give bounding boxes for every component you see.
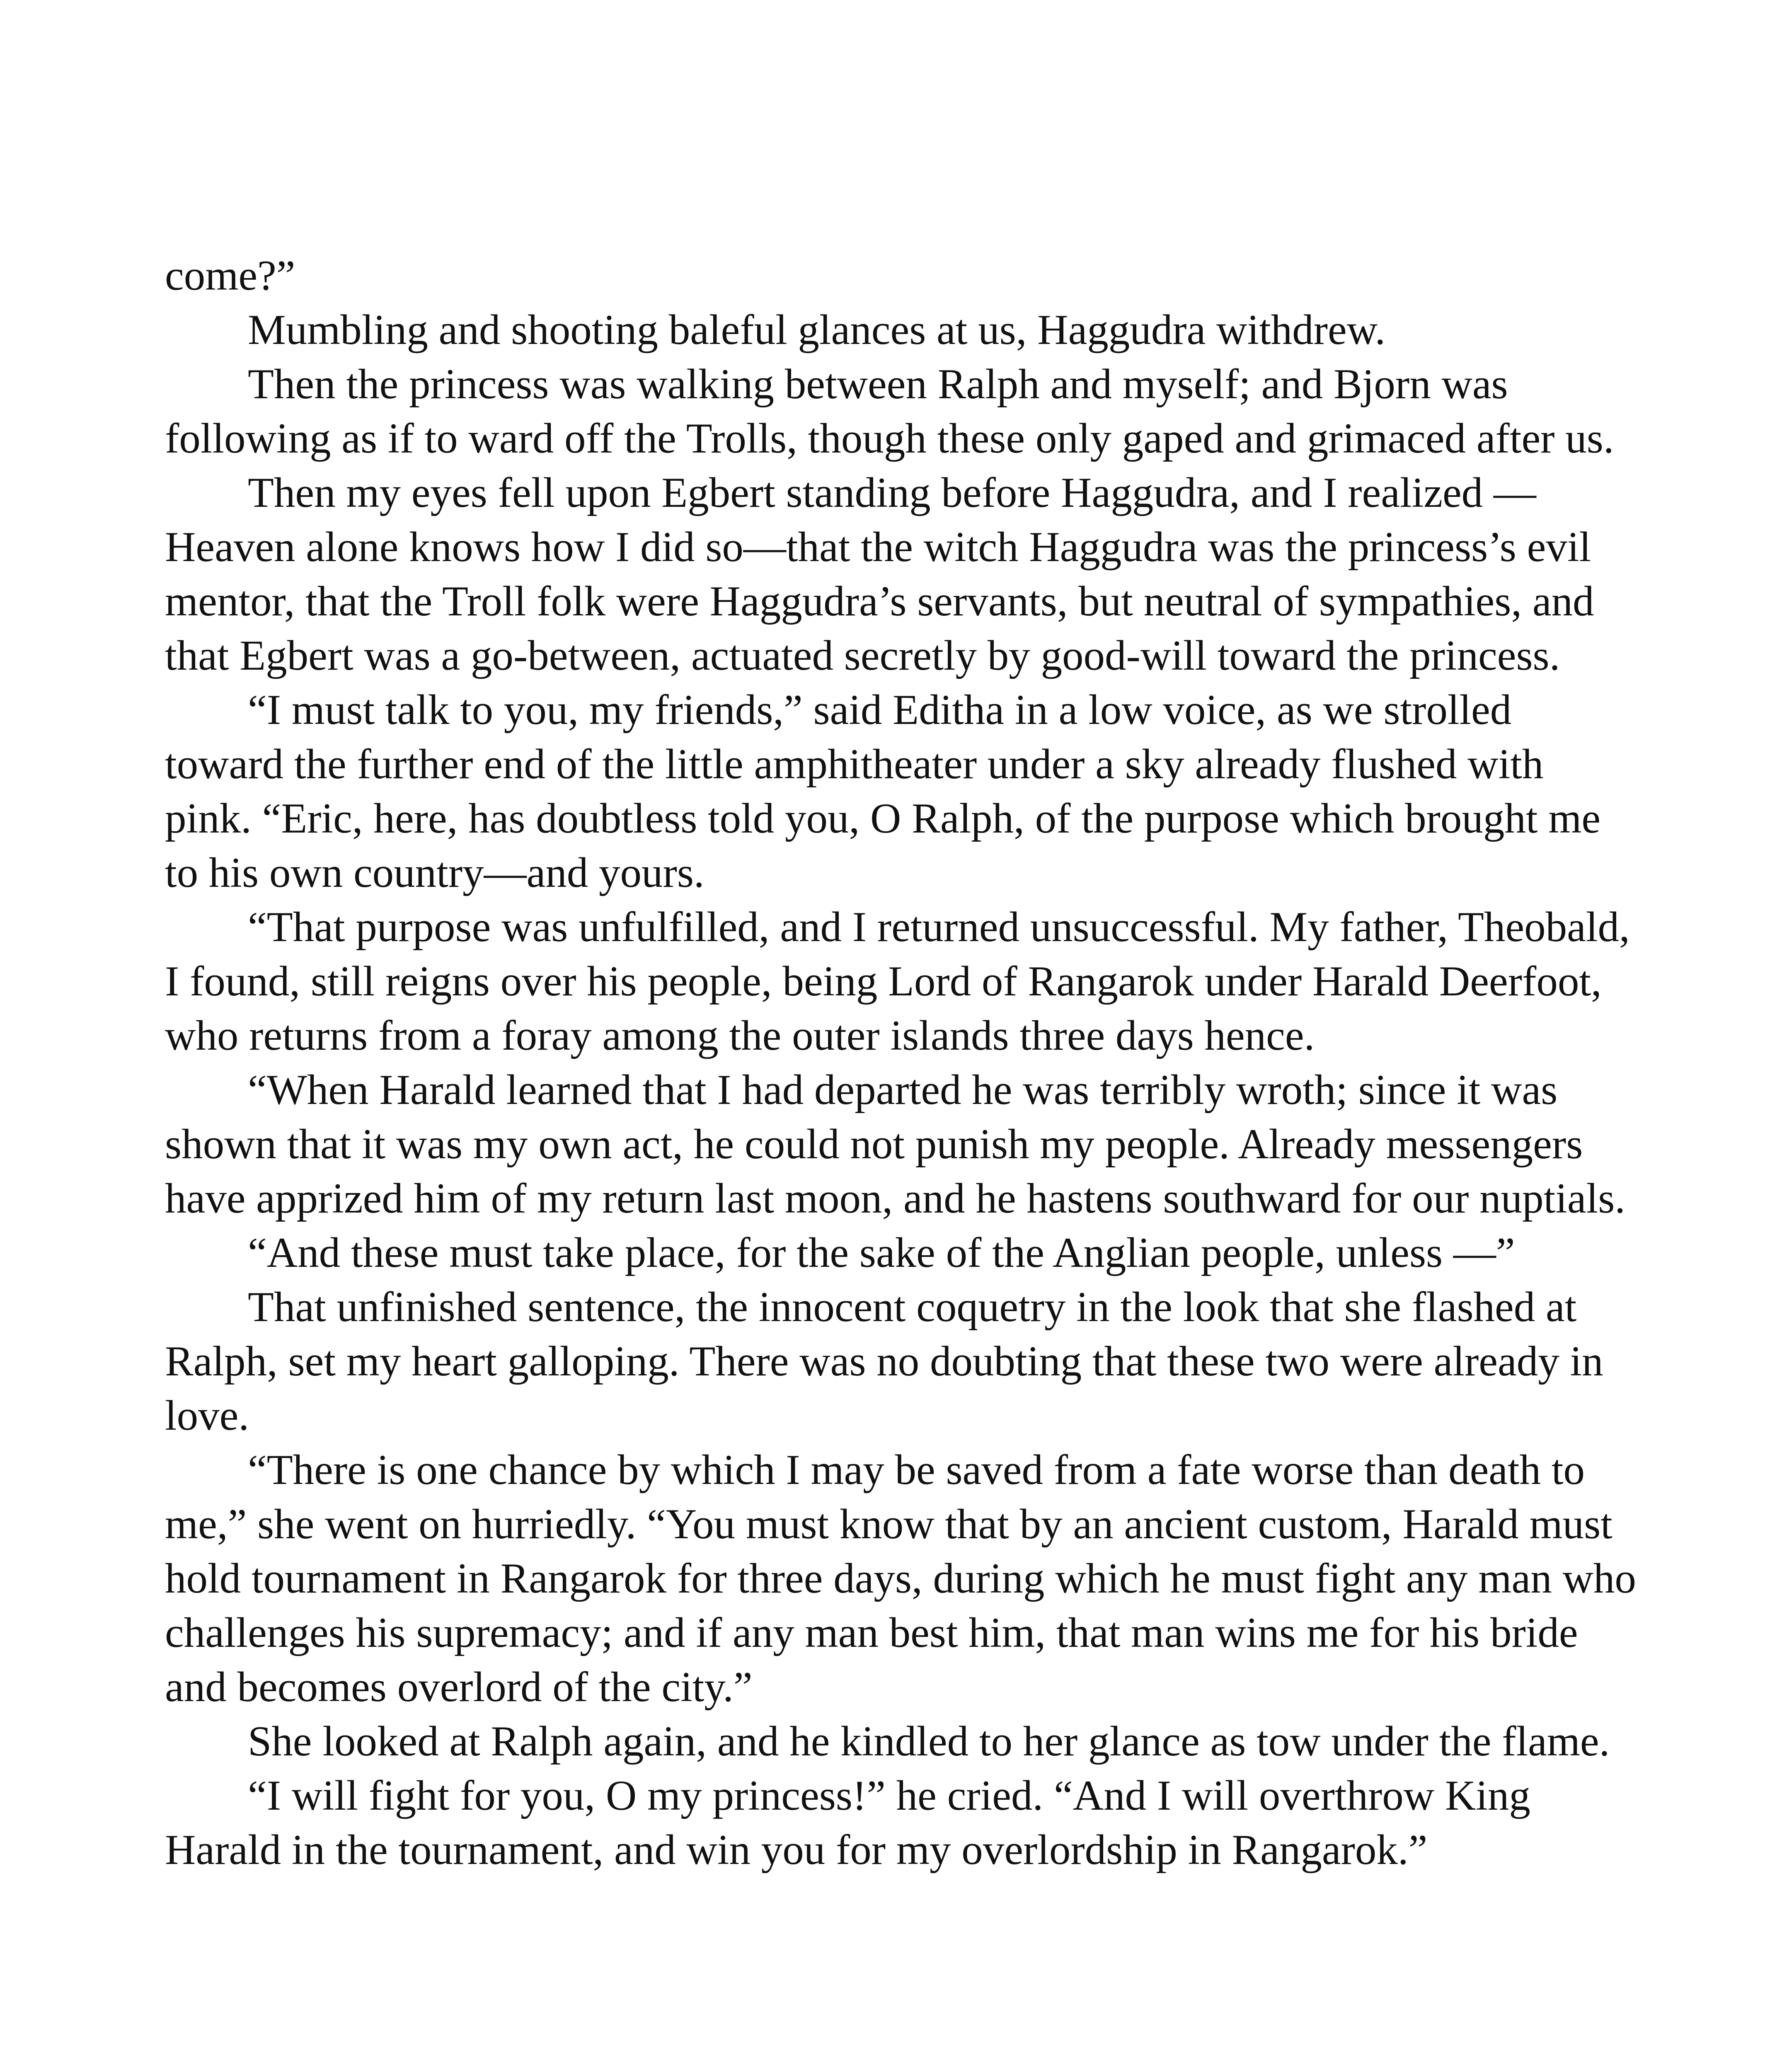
paragraph: Then my eyes fell upon Egbert standing before Haggudra, and I realized —Heaven alone knows how I did so—that the witch Haggudra was the princess’s evil mentor, that the Troll folk were Haggudra’s servants, but neutral of sympathies, and that Egbert was a go-between, actuated secretly by good-will toward the princess. (165, 469, 1594, 679)
paragraph: “That purpose was unfulfilled, and I returned unsuccessful. My father, Theobald, I found, still reigns over his people, being Lord of Rangarok under Harald Deerfoot, who returns from a foray among the outer islands three days hence. (165, 903, 1630, 1059)
paragraph-continuation: come?” (165, 252, 295, 299)
paragraph: Then the princess was walking between Ralph and myself; and Bjorn was following as if to ward off the Trolls, though these only gaped and grimaced after us. (165, 361, 1614, 462)
paragraph: That unfinished sentence, the innocent coquetry in the look that she flashed at Ralph, set my heart galloping. There was no doubting that these two were already in love. (165, 1283, 1603, 1439)
paragraph: “When Harald learned that I had departed he was terribly wroth; since it was shown that it was my own act, he could not punish my people. Already messengers have apprized him of my return last moon, and he hastens southward for our nuptials. (165, 1066, 1626, 1222)
paragraph: Mumbling and shooting baleful glances at us, Haggudra withdrew. (248, 306, 1386, 353)
paragraph: “And these must take place, for the sake of the Anglian people, unless —” (248, 1229, 1515, 1276)
body-text (165, 249, 1640, 1877)
paragraph: She looked at Ralph again, and he kindled to her glance as tow under the flame. (248, 1718, 1610, 1765)
paragraph: “I must talk to you, my friends,” said Editha in a low voice, as we strolled toward the further end of the little amphitheater under a sky already flushed with pink. “Eric, here, has doubtless told you, O Ralph, of the purpose which brought me to his own country—and yours. (165, 686, 1601, 896)
paragraph: “There is one chance by which I may be saved from a fate worse than death to me,” she went on hurriedly. “You must know that by an ancient custom, Harald must hold tournament in Rangarok for three days, during which he must fight any man who challenges his supremacy; and if any man best him, that man wins me for his bride and becomes overlord of the city.” (165, 1446, 1636, 1711)
paragraph: “I will fight for you, O my princess!” he cried. “And I will overthrow King Harald in the tournament, and win you for my overlordship in Rangarok.” (165, 1772, 1530, 1874)
